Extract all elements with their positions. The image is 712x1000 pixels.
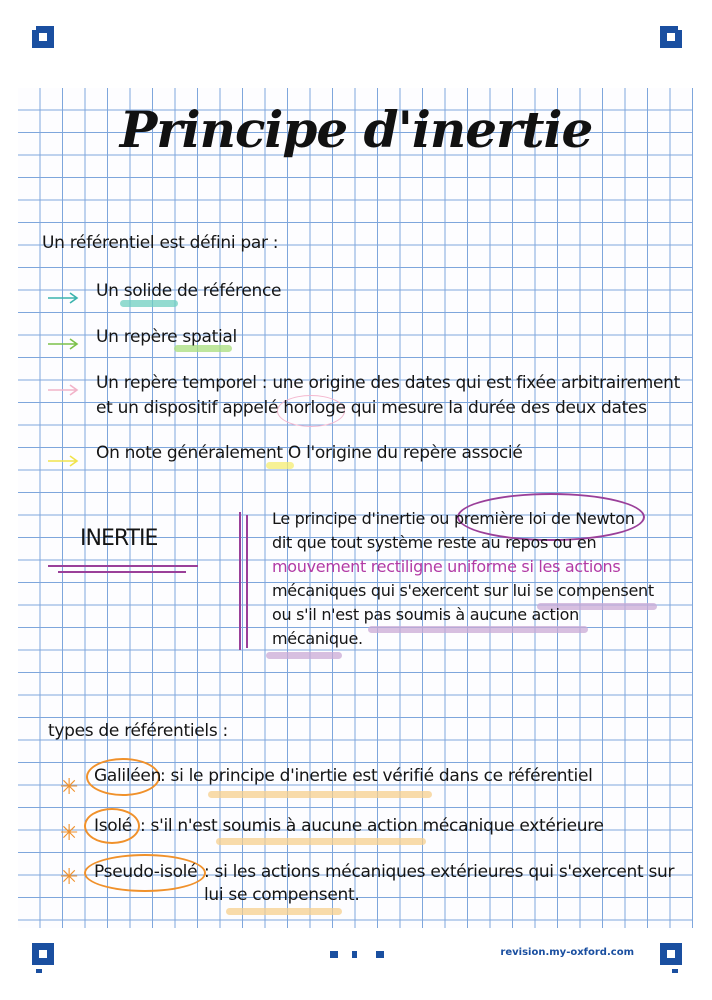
footer-url: revision.my-oxford.com — [500, 947, 634, 958]
inertie-line: ou s'il n'est pas soumis à aucune action — [272, 605, 580, 624]
corner-logo-icon — [660, 26, 682, 48]
type-term-galileen: Galiléen — [94, 766, 162, 786]
heading-underline — [48, 565, 198, 567]
heading-underline — [58, 571, 186, 573]
arrow-icon — [46, 291, 80, 305]
referentiel-item-temporel-line2: et un dispositif appelé horloge qui mesure la durée des deux dates — [96, 398, 647, 418]
corner-logo-icon — [32, 26, 54, 48]
inertie-line: mécaniques qui s'exercent sur lui se compensent — [272, 581, 654, 600]
footer-dot — [330, 951, 338, 958]
corner-logo-icon — [660, 943, 682, 965]
referentiel-item-solide: Un solide de référence — [96, 281, 282, 301]
type-term-pseudo-isole: Pseudo-isolé — [94, 862, 198, 882]
orange-highlight — [208, 791, 432, 798]
inertie-line: dit que tout système reste au repos ou en — [272, 533, 597, 552]
type-desc-pseudo-isole-line2: lui se compensent. — [204, 885, 360, 905]
types-heading: types de référentiels : — [48, 721, 228, 741]
inertie-heading: INERTIE — [80, 526, 158, 551]
referentiel-item-origine: On note généralement O l'origine du repère associé — [96, 443, 523, 463]
star-icon: ✳ — [60, 865, 79, 890]
type-desc-galileen: : si le principe d'inertie est vérifié dans ce référentiel — [160, 766, 593, 786]
type-desc-isole: : s'il n'est soumis à aucune action mécanique extérieure — [140, 816, 604, 836]
star-icon: ✳ — [60, 821, 79, 846]
star-icon: ✳ — [60, 775, 79, 800]
lavender-highlight — [368, 626, 588, 633]
inertie-line-highlighted: mouvement rectiligne uniforme si les actions — [272, 557, 621, 576]
referentiel-item-spatial: Un repère spatial — [96, 327, 237, 347]
type-term-isole: Isolé — [94, 816, 132, 836]
referentiel-intro: Un référentiel est défini par : — [42, 233, 279, 253]
arrow-icon — [46, 454, 80, 468]
vertical-divider — [239, 512, 241, 650]
referentiel-item-temporel-line1: Un repère temporel : une origine des dates qui est fixée arbitrairement — [96, 373, 681, 393]
footer-dot — [376, 951, 384, 958]
inertie-line: Le principe d'inertie ou première loi de Newton — [272, 509, 635, 528]
page-title: Principe d'inertie — [119, 100, 593, 159]
corner-logo-icon — [32, 943, 54, 965]
arrow-icon — [46, 383, 80, 397]
lavender-highlight — [266, 652, 342, 659]
vertical-divider — [246, 515, 248, 648]
type-desc-pseudo-isole: : si les actions mécaniques extérieures qui s'exercent sur — [204, 862, 675, 882]
arrow-icon — [46, 337, 80, 351]
footer-dot — [352, 951, 357, 958]
orange-highlight — [226, 908, 342, 915]
orange-highlight — [216, 838, 426, 845]
inertie-line: mécanique. — [272, 629, 363, 648]
